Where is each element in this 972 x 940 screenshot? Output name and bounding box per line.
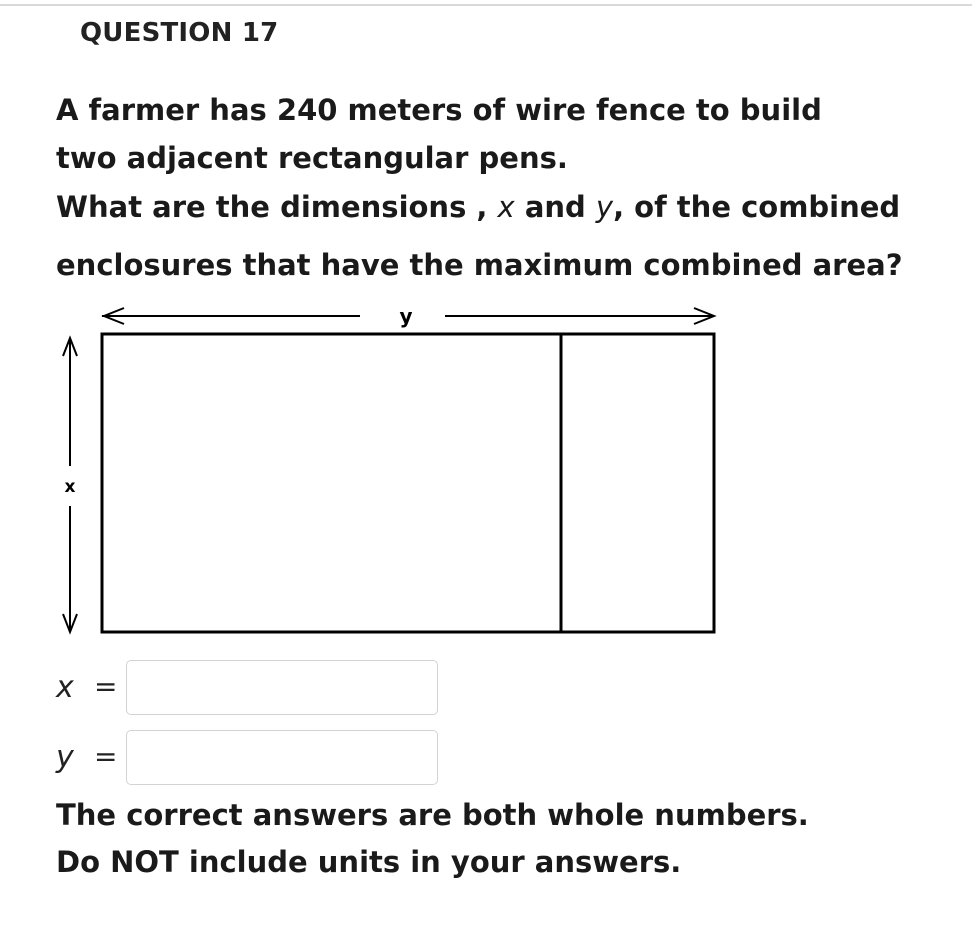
answer-label-y: y	[56, 740, 74, 775]
prompt-line-3-end: , of the combined	[613, 190, 901, 224]
diagram-label-x: x	[64, 477, 76, 497]
equals-sign-y: =	[94, 740, 118, 773]
equals-sign-x: =	[94, 670, 118, 703]
enclosure-outline	[102, 334, 714, 632]
diagram-label-y: y	[399, 304, 413, 328]
prompt-line-3	[56, 190, 900, 224]
variable-y: y	[595, 190, 614, 224]
question-number: QUESTION 17	[80, 18, 279, 48]
top-divider	[0, 4, 972, 6]
note-no-units: Do NOT include units in your answers.	[56, 845, 682, 879]
pens-diagram	[40, 296, 740, 646]
prompt-line-3-and: and	[514, 190, 596, 224]
answer-label-x: x	[56, 670, 74, 705]
prompt-line-3-start: What are the dimensions ,	[56, 190, 498, 224]
y-answer-input[interactable]	[126, 730, 438, 785]
prompt-line-1: A farmer has 240 meters of wire fence to build	[56, 93, 822, 127]
note-whole-numbers: The correct answers are both whole numbers.	[56, 798, 809, 832]
x-answer-input[interactable]	[126, 660, 438, 715]
prompt-line-2: two adjacent rectangular pens.	[56, 141, 568, 175]
prompt-line-4: enclosures that have the maximum combined area?	[56, 248, 903, 282]
variable-x: x	[497, 190, 515, 224]
